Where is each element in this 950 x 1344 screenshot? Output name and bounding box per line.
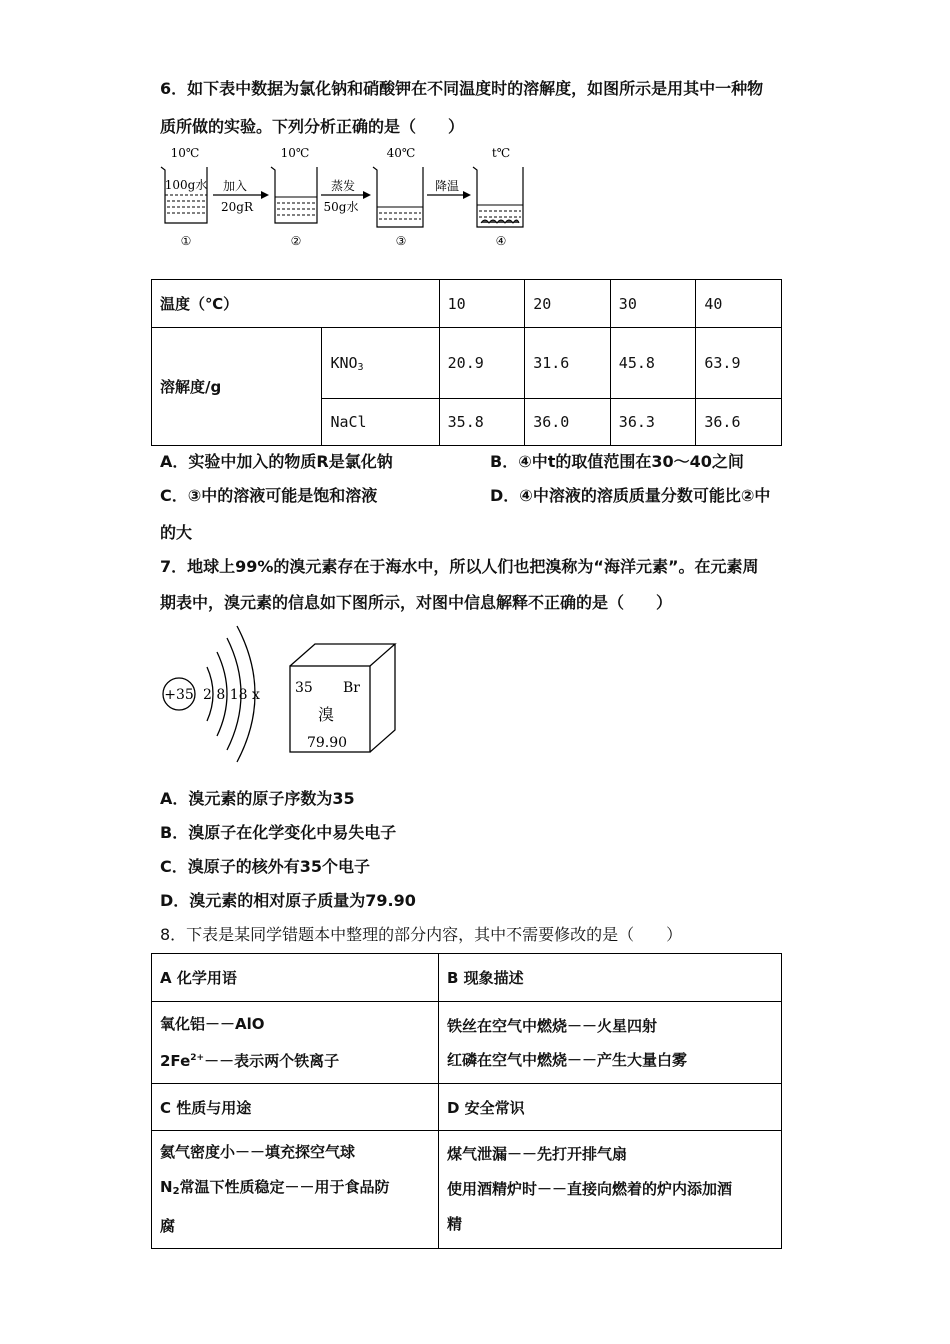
crystals-icon <box>481 220 519 223</box>
q7-stem-line1: 7．地球上99%的溴元素存在于海水中，所以人们也把溴称为“海洋元素”。在元素周 <box>160 557 759 576</box>
q7-option-d[interactable]: D．溴元素的相对原子质量为79.90 <box>160 891 416 910</box>
beaker4-icon <box>473 167 523 227</box>
cell-c-content <box>152 1131 439 1249</box>
cell-a-title: A 化学用语 <box>152 954 439 1002</box>
cell-c-line1: 氦气密度小－－填充探空气球 <box>160 1143 356 1161</box>
beaker1-num: ① <box>180 234 192 248</box>
cell-d-line2: 使用酒精炉时－－直接向燃着的炉内添加酒 <box>447 1180 733 1198</box>
element-atomic-number: 35 <box>295 680 313 696</box>
cell-d-line3: 精 <box>447 1215 463 1233</box>
beaker4-temp: t℃ <box>491 146 511 160</box>
beaker3-num: ③ <box>395 234 407 248</box>
q7-stem-line2: 期表中，溴元素的信息如下图所示，对图中信息解释不正确的是（ ） <box>160 593 673 612</box>
cell-d-line1: 煤气泄漏－－先打开排气扇 <box>447 1145 628 1163</box>
nacl-label: NaCl <box>322 399 439 446</box>
cell-a-line1: 氧化铝－－AlO <box>160 1015 265 1033</box>
beaker1-content: 100g水 <box>164 178 208 192</box>
q6-option-c[interactable]: C．③中的溶液可能是饱和溶液 <box>160 486 378 505</box>
solubility-table <box>151 279 782 446</box>
cell-b-content <box>439 1002 782 1084</box>
nucleus-charge: +35 <box>164 687 194 703</box>
cell-d-title: D 安全常识 <box>439 1084 782 1131</box>
kno3-20: 31.6 <box>525 328 611 399</box>
q6-option-a[interactable]: A．实验中加入的物质R是氯化钠 <box>160 452 393 471</box>
temp-header: 温度（℃） <box>152 280 440 328</box>
arrow1-bottom: 20gR <box>221 200 253 214</box>
beaker1-temp: 10℃ <box>170 146 200 160</box>
element-mass: 79.90 <box>306 735 348 751</box>
error-notebook-table <box>151 953 782 1249</box>
beaker3-temp: 40℃ <box>386 146 416 160</box>
nacl-40: 36.6 <box>696 399 782 446</box>
solubility-label: 溶解度/g <box>152 328 322 446</box>
beaker2-temp: 10℃ <box>280 146 310 160</box>
kno3-40: 63.9 <box>696 328 782 399</box>
bromine-atom-structure <box>155 622 405 767</box>
cell-b-title: B 现象描述 <box>439 954 782 1002</box>
arrow1-top: 加入 <box>222 179 248 193</box>
cell-c-title: C 性质与用途 <box>152 1084 439 1131</box>
temp-40: 40 <box>696 280 782 328</box>
q6-option-d[interactable]: D．④中溶液的溶质质量分数可能比②中 <box>490 486 771 505</box>
q8-stem: 8．下表是某同学错题本中整理的部分内容，其中不需要修改的是（ ） <box>160 925 683 944</box>
kno3-label: $KNO_3$ <box>322 328 439 399</box>
q6-stem-line1: 6．如下表中数据为氯化钠和硝酸钾在不同温度时的溶解度，如图所示是用其中一种物 <box>160 79 764 98</box>
q6-option-d-continued: 的大 <box>160 523 193 542</box>
q7-option-c[interactable]: C．溴原子的核外有35个电子 <box>160 857 371 876</box>
temp-10: 10 <box>439 280 525 328</box>
q6-experiment-diagram <box>155 143 535 255</box>
q6-option-b[interactable]: B．④中t的取值范围在30～40之间 <box>490 452 744 471</box>
cell-a-line2: $2Fe^{2+}--$表示两个铁离子 <box>160 1052 340 1070</box>
temp-20: 20 <box>525 280 611 328</box>
q6-stem-line2: 质所做的实验。下列分析正确的是（ ） <box>160 117 465 136</box>
kno3-10: 20.9 <box>439 328 525 399</box>
nacl-20: 36.0 <box>525 399 611 446</box>
electron-counts: 2 8 18 x <box>203 687 260 703</box>
cell-a-content <box>152 1002 439 1084</box>
cell-d-content <box>439 1131 782 1249</box>
cell-c-line3: 腐 <box>160 1217 176 1235</box>
beaker2-num: ② <box>290 234 302 248</box>
nacl-30: 36.3 <box>610 399 696 446</box>
q7-option-b[interactable]: B．溴原子在化学变化中易失电子 <box>160 823 397 842</box>
kno3-30: 45.8 <box>610 328 696 399</box>
temp-30: 30 <box>610 280 696 328</box>
element-name: 溴 <box>317 705 335 724</box>
nacl-10: 35.8 <box>439 399 525 446</box>
cell-b-line2: 红磷在空气中燃烧－－产生大量白雾 <box>447 1050 688 1069</box>
element-symbol: Br <box>343 680 360 696</box>
arrow2-bottom: 50g水 <box>323 200 359 214</box>
q7-option-a[interactable]: A．溴元素的原子序数为35 <box>160 789 355 808</box>
beaker4-num: ④ <box>495 234 507 248</box>
arrow2-top: 蒸发 <box>330 179 356 193</box>
arrow3-top: 降温 <box>434 179 460 193</box>
beaker3-icon <box>373 167 423 227</box>
cell-b-line1: 铁丝在空气中燃烧－－火星四射 <box>447 1016 658 1035</box>
cell-c-line2: $N_2$常温下性质稳定－－用于食品防 <box>160 1178 390 1197</box>
